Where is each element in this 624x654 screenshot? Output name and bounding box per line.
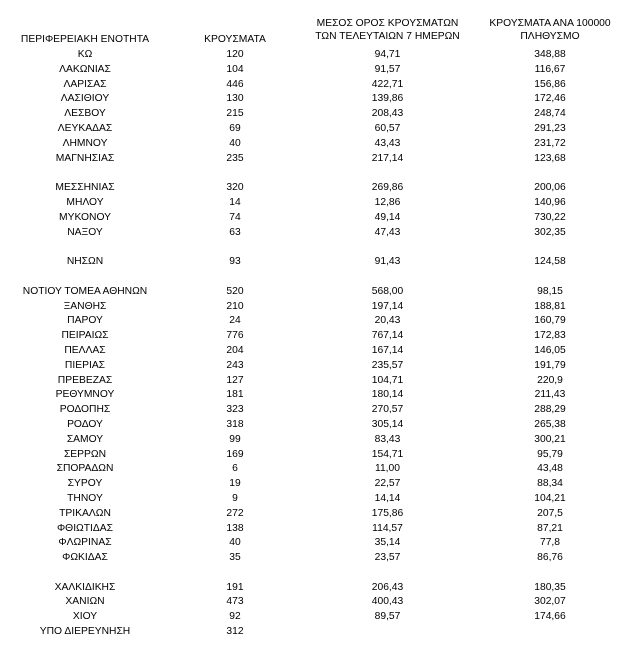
per-100k-cell: 160,79 [534,315,566,327]
per-100k-cell: 188,81 [534,300,566,312]
average-cell: 270,57 [371,404,404,416]
per-100k-cell: 172,46 [534,93,566,105]
per-100k-cell: 172,83 [534,330,566,342]
table-row [0,196,624,211]
header-cases-per-100k [475,17,624,43]
average-cell: 91,57 [374,63,401,75]
region-cell: ΡΟΔΟΠΗΣ [59,404,111,416]
per-100k-cell: 291,23 [534,122,566,134]
average-cell: 235,57 [371,359,404,371]
region-cell: ΜΥΚΟΝΟΥ [59,211,111,223]
cases-cell: 104 [226,63,244,75]
cases-cell: 6 [232,463,238,475]
table-row [0,344,624,359]
average-cell: 94,71 [374,49,401,60]
table-row [0,522,624,537]
region-cell: ΝΗΣΩΝ [66,256,104,268]
per-100k-cell: 77,8 [539,537,561,549]
cases-cell: 191 [226,581,244,593]
table-row [0,329,624,344]
region-cell: ΠΑΡΟΥ [67,315,103,327]
per-100k-cell: 86,76 [537,552,563,564]
average-cell: 767,14 [371,330,404,342]
table-row [0,359,624,374]
per-100k-cell: 248,74 [534,108,566,120]
average-cell: 91,43 [374,256,401,268]
region-cell: ΛΗΜΝΟΥ [62,137,108,149]
cases-cell: 93 [229,256,241,268]
region-cell: ΦΩΚΙΔΑΣ [62,552,108,564]
region-cell: ΜΕΣΣΗΝΙΑΣ [55,182,115,194]
table-row [0,595,624,610]
region-cell: ΛΑΣΙΘΙΟΥ [60,93,110,105]
average-cell: 89,57 [374,611,401,623]
per-100k-cell: 156,86 [534,78,566,90]
table-row [0,92,624,107]
average-cell: 49,14 [374,211,401,223]
header-per-line2: ΠΛΗΘΥΣΜΟ [520,31,580,42]
table-row [0,492,624,507]
region-cell: ΦΘΙΩΤΙΔΑΣ [56,522,114,534]
region-cell: ΛΕΣΒΟΥ [64,108,106,120]
per-100k-cell: 348,88 [534,49,566,60]
cases-cell: 40 [229,137,241,149]
per-100k-cell: 220,9 [537,374,563,386]
region-cell: ΚΩ [77,49,93,60]
cases-cell: 19 [229,478,241,490]
region-cell: ΜΗΛΟΥ [66,196,104,208]
cases-cell: 9 [232,492,238,504]
average-cell: 139,86 [371,93,404,105]
table-row [0,551,624,566]
table-row [0,107,624,122]
region-cell: ΧΑΝΙΩΝ [65,596,105,608]
data-table [0,48,624,640]
region-cell: ΣΠΟΡΑΔΩΝ [56,463,114,475]
table-row [0,403,624,418]
average-cell: 175,86 [371,507,404,519]
per-100k-cell: 302,35 [534,226,566,238]
table-row [0,122,624,137]
cases-cell: 138 [226,522,244,534]
cases-cell: 204 [226,344,244,356]
region-cell: ΧΑΛΚΙΔΙΚΗΣ [54,581,116,593]
table-row [0,477,624,492]
per-100k-cell: 123,68 [534,152,566,164]
table-row [0,374,624,389]
cases-cell: 210 [226,300,244,312]
table-row [0,48,624,63]
average-cell: 208,43 [371,108,404,120]
region-cell: ΠΕΙΡΑΙΩΣ [61,330,109,342]
table-row [0,255,624,270]
cases-cell: 35 [229,552,241,564]
cases-cell: 130 [226,93,244,105]
average-cell: 400,43 [371,596,404,608]
average-cell: 12,86 [374,196,401,208]
average-cell: 47,43 [374,226,401,238]
region-cell: ΛΕΥΚΑΔΑΣ [57,122,113,134]
spacer-row [0,166,624,181]
cases-cell: 40 [229,537,241,549]
table-row [0,285,624,300]
cases-cell: 181 [226,389,244,401]
per-100k-cell: 146,05 [534,344,566,356]
table-row [0,507,624,522]
cases-cell: 215 [226,108,244,120]
average-cell: 23,57 [374,552,401,564]
cases-cell: 243 [226,359,244,371]
average-cell: 83,43 [374,433,401,445]
header-avg-line2: ΤΩΝ ΤΕΛΕΥΤΑΙΩΝ 7 ΗΜΕΡΩΝ [315,31,460,42]
average-cell: 60,57 [374,122,401,134]
region-cell: ΣΕΡΡΩΝ [63,448,107,460]
per-100k-cell: 124,58 [534,256,566,268]
table-row [0,388,624,403]
cases-cell: 14 [229,196,241,208]
cases-cell: 74 [229,211,241,223]
per-100k-cell: 191,79 [534,359,566,371]
cases-cell: 127 [226,374,244,386]
region-cell: ΠΡΕΒΕΖΑΣ [57,374,113,386]
average-cell: 11,00 [374,463,400,475]
average-cell: 305,14 [371,418,404,430]
table-row [0,78,624,93]
per-100k-cell: 180,35 [534,581,566,593]
table-row [0,63,624,78]
table-row [0,581,624,596]
per-100k-cell: 288,29 [534,404,566,416]
per-100k-cell: 207,5 [537,507,563,519]
cases-cell: 446 [226,78,244,90]
cases-cell: 776 [226,330,244,342]
per-100k-cell: 116,67 [534,63,566,75]
region-cell: ΡΟΔΟΥ [67,418,103,430]
cases-cell: 69 [229,122,241,134]
table-row [0,211,624,226]
average-cell: 22,57 [374,478,401,490]
per-100k-cell: 174,66 [534,611,566,623]
average-cell: 217,14 [371,152,404,164]
average-cell: 422,71 [371,78,404,90]
spacer-row [0,240,624,255]
average-cell: 568,00 [371,285,404,297]
header-per-line1: ΚΡΟΥΣΜΑΤΑ ΑΝΑ 100000 [489,18,611,29]
cases-cell: 318 [226,418,244,430]
average-cell: 206,43 [371,581,404,593]
per-100k-cell: 730,22 [534,211,566,223]
average-cell: 180,14 [371,389,404,401]
region-cell: ΣΥΡΟΥ [67,478,103,490]
table-row [0,226,624,241]
region-cell: ΛΑΚΩΝΙΑΣ [59,63,111,75]
table-row [0,314,624,329]
region-cell: ΥΠΟ ΔΙΕΡΕΥΝΗΣΗ [39,626,131,638]
region-cell: ΜΑΓΝΗΣΙΑΣ [55,152,115,164]
table-row [0,300,624,315]
per-100k-cell: 300,21 [534,433,566,445]
region-cell: ΤΗΝΟΥ [67,492,103,504]
average-cell: 197,14 [371,300,404,312]
cases-cell: 323 [226,404,244,416]
header-region: ΠΕΡΙΦΕΡΕΙΑΚΗ ΕΝΟΤΗΤΑ [20,34,150,45]
per-100k-cell: 302,07 [534,596,566,608]
region-cell: ΞΑΝΘΗΣ [63,300,107,312]
region-cell: ΦΛΩΡΙΝΑΣ [58,537,112,549]
region-cell: ΝΟΤΙΟΥ ΤΟΜΕΑ ΑΘΗΝΩΝ [22,285,148,297]
spacer-row [0,566,624,581]
cases-cell: 312 [226,626,244,638]
region-cell: ΠΙΕΡΙΑΣ [64,359,106,371]
table-row [0,137,624,152]
region-cell: ΡΕΘΥΜΝΟΥ [55,389,115,401]
cases-cell: 120 [226,49,244,60]
average-cell: 167,14 [371,344,404,356]
average-cell: 43,43 [374,137,401,149]
per-100k-cell: 211,43 [534,389,566,401]
cases-cell: 520 [226,285,244,297]
table-row [0,448,624,463]
cases-cell: 24 [229,315,241,327]
average-cell: 35,14 [374,537,401,549]
per-100k-cell: 98,15 [537,285,563,297]
per-100k-cell: 140,96 [534,196,566,208]
table-row [0,433,624,448]
region-cell: ΣΑΜΟΥ [66,433,104,445]
table-row [0,418,624,433]
per-100k-cell: 88,34 [537,478,563,490]
cases-cell: 169 [226,448,244,460]
header-cases: ΚΡΟΥΣΜΑΤΑ [204,34,266,45]
average-cell: 14,14 [374,492,401,504]
table-row [0,625,624,640]
cases-cell: 320 [226,182,244,194]
spacer-row [0,270,624,285]
per-100k-cell: 265,38 [534,418,566,430]
per-100k-cell: 104,21 [534,492,566,504]
table-row [0,152,624,167]
region-cell: ΧΙΟΥ [72,611,98,623]
average-cell: 20,43 [374,315,401,327]
cases-cell: 473 [226,596,244,608]
header-avg-line1: ΜΕΣΟΣ ΟΡΟΣ ΚΡΟΥΣΜΑΤΩΝ [316,18,459,29]
header-seven-day-average [300,17,475,43]
average-cell: 104,71 [371,374,404,386]
region-cell: ΛΑΡΙΣΑΣ [63,78,107,90]
cases-cell: 92 [229,611,241,623]
average-cell: 154,71 [371,448,404,460]
cases-cell: 99 [229,433,241,445]
region-cell: ΝΑΞΟΥ [67,226,103,238]
average-cell: 269,86 [371,182,404,194]
table-row [0,610,624,625]
table-row [0,462,624,477]
cases-cell: 235 [226,152,244,164]
cases-cell: 63 [229,226,241,238]
table-row [0,181,624,196]
cases-cell: 272 [226,507,244,519]
region-cell: ΤΡΙΚΑΛΩΝ [59,507,111,519]
per-100k-cell: 200,06 [534,182,566,194]
average-cell: 114,57 [372,522,403,534]
per-100k-cell: 95,79 [537,448,563,460]
per-100k-cell: 43,48 [537,463,563,475]
per-100k-cell: 231,72 [534,137,566,149]
table-row [0,536,624,551]
region-cell: ΠΕΛΛΑΣ [64,344,106,356]
per-100k-cell: 87,21 [537,522,563,534]
